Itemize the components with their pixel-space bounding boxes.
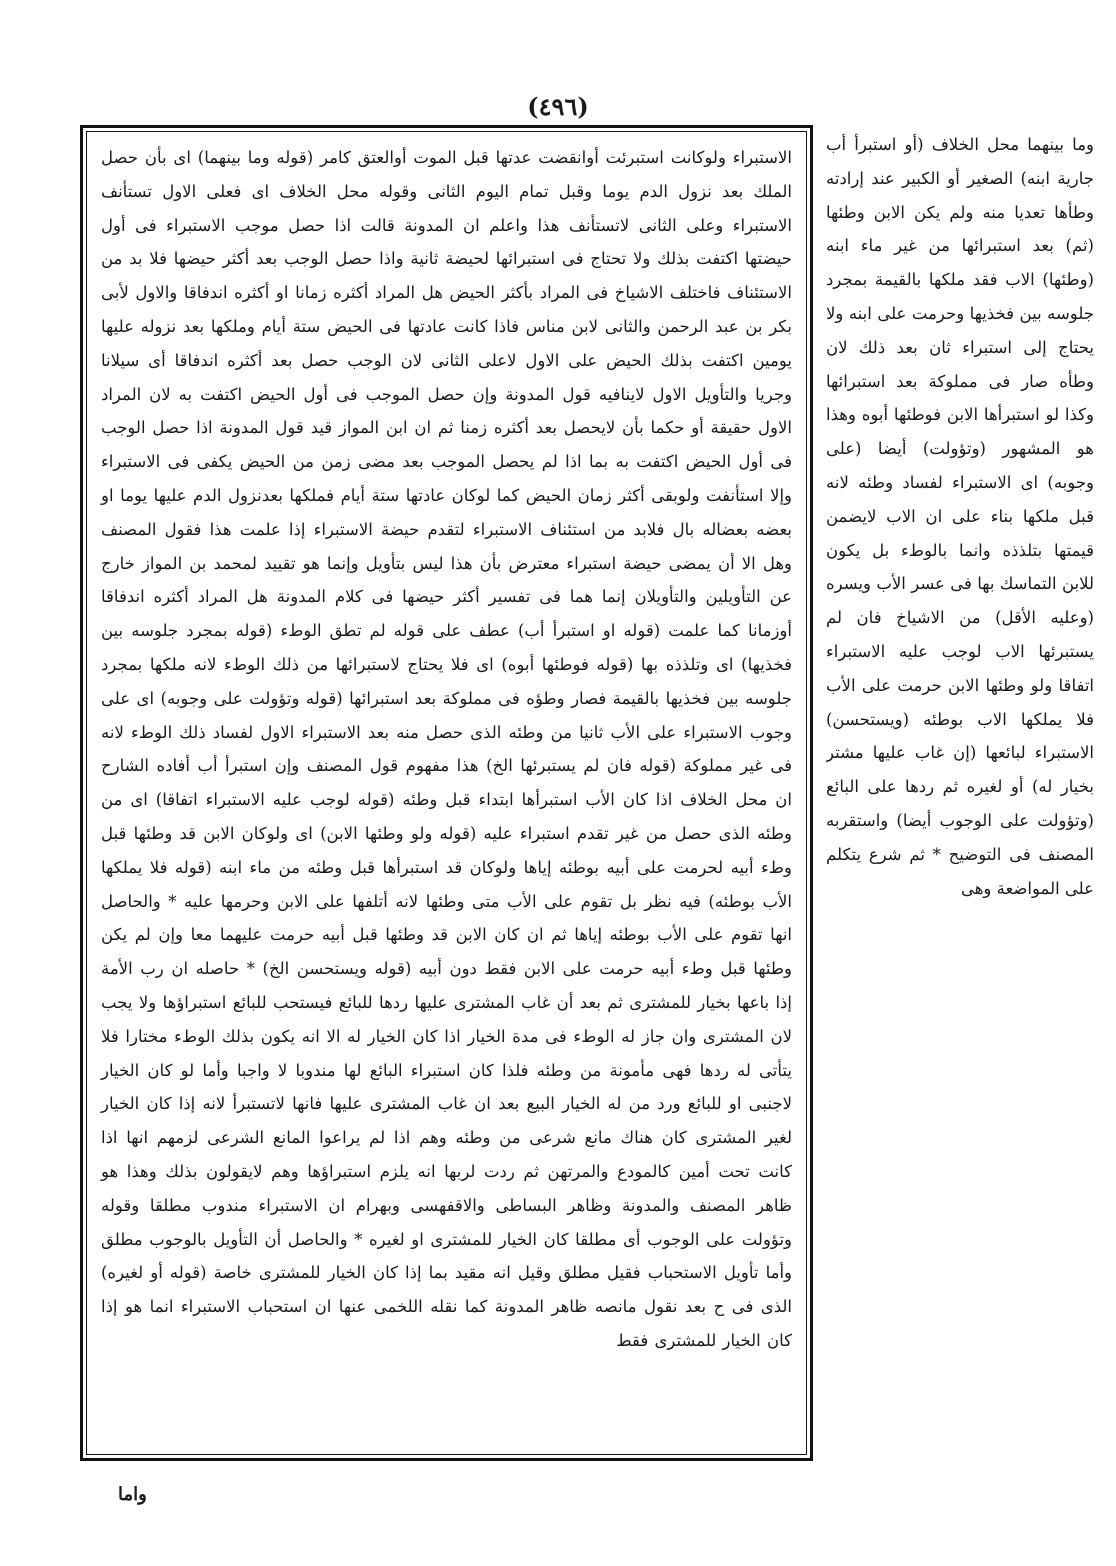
margin-commentary-text: وما بينهما محل الخلاف (أو استبرأ أب جارية ابنه) الصغير أو الكبير عند إرادته وطأها تعديا منه ولم يكن الابن وطئها (ثم) بعد استبرائها من غير ماء ابنه (وطئها) الاب فقد ملكها بالقيمة بمجرد جلوسه بين فخذيها وحرمت على ابنه ولا يحتاج إلى استبراء ثان بعد ذلك لان وطأه صار فى مملوكة بعد استبرائها وكذا لو استبرأها الابن فوطئها أبوه وهذا هو المشهور (وتؤولت) أيضا (على وجوبه) اى الاستبراء لفساد وطئه لانه قبل ملكها بناء على ان الاب لايضمن قيمتها بتلذذه وانما بالوطء بل يكون للابن التماسك بها فى عسر الأب ويسره (وعليه الأقل) من الاشياخ فان لم يستبرئها الاب لوجب عليه الاستبراء اتفاقا ولو وطئها الابن حرمت على الأب فلا يملكها الاب بوطئه (ويستحسن) الاستبراء لبائعها (إن غاب عليها مشتر بخيار له) أو لغيره ثم ردها على البائع (وتؤولت على الوجوب أيضا) واستقربه المصنف فى التوضيح * ثم شرع يتكلم على المواضعة وهى <box>826 135 1094 898</box>
main-text-inner-frame <box>86 131 807 1455</box>
margin-column <box>826 128 1094 1464</box>
catchword: واما <box>118 1484 147 1505</box>
main-commentary-text: الاستبراء ولوكانت استبرئت أوانقضت عدتها قبل الموت أوالعتق كامر (قوله وما بينهما) اى بأن حصل الملك بعد نزول الدم يوما وقبل تمام اليوم الثانى وقوله محل الخلاف اى فعلى الاول تستأنف الاستبراء وعلى الثانى لاتستأنف هذا واعلم ان المدونة قالت اذا حصل موجب الاستبراء فى أول حيضتها اكتفت بذلك ولا تحتاج فى استبرائها لحيضة ثانية واذا حصل الوجب بعد أكثر حيضها فلا بد من الاستئناف فاختلف الاشياخ فى المراد بأكثر الحيض هل المراد أكثره زمانا او أكثره اندفاقا والاول لأبى بكر بن عبد الرحمن والثانى لابن مناس فاذا كانت عادتها فى الحيض ستة أيام وملكها بعد نزوله عليها يومين اكتفت بذلك الحيض على الاول لاعلى الثانى لان الوجب حصل بعد أكثره اندفاقا أى سيلانا وجريا والتأويل الاول لاينافيه قول المدونة وإن حصل الموجب فى أول الحيض اكتفت به لان المراد الاول حقيقة أو حكما بأن لايحصل بعد أكثره زمنا ثم ان ابن المواز قيد قول المدونة اذا حصل الوجب فى أول الحيض اكتفت به بما اذا لم يحصل الموجب بعد مضى زمن من الحيض يكفى فى الاستبراء وإلا استأنفت ولوبقى أكثر زمان الحيض كما لوكان عادتها ستة أيام فملكها بعدنزول الدم عليها يوما او بعضه بعضاله بال فلابد من استئناف الاستبراء لتقدم حيضة الاستبراء إذا علمت هذا فقول المصنف وهل الا أن يمضى حيضة استبراء معترض بأن هذا ليس بتأويل وإنما هو تقييد لمحمد بن المواز خارج عن التأويلين والتأويلان إنما هما فى تفسير أكثر حيضها فى كلام المدونة هل المراد أكثره اندفاقا أوزمانا كما علمت (قوله او استبرأ أب) عطف على قوله لم تطق الوطء (قوله بمجرد جلوسه بين فخذيها) اى وتلذذه بها (قوله فوطئها أبوه) اى فلا يحتاج لاستبرائها من ذلك الوطء لانه ملكها بمجرد جلوسه بين فخذيها بالقيمة فصار وطؤه فى مملوكة بعد استبرائها (قوله وتؤولت على وجوبه) اى على وجوب الاستبراء على الأب ثانيا من وطئه الذى حصل منه بعد الاستبراء الاول لفساد ذلك الوطء لانه فى غير مملوكة (قوله فان لم يستبرئها الخ) هذا مفهوم قول المصنف وإن استبرأ أب أفاده الشارح ان محل الخلاف اذا كان الأب استبرأها ابتداء قبل وطئه (قوله لوجب عليه الاستبراء اتفاقا) اى من وطئه الذى حصل من غير تقدم استبراء عليه (قوله ولو وطئها الابن) اى ولوكان الابن قد وطئها قبل وطء أبيه لحرمت على أبيه بوطئه إياها ولوكان قد استبرأها قبل وطئه من ماء ابنه (قوله فلا يملكها الأب بوطئه) فيه نظر بل تقوم على الأب متى وطئها لانه أتلفها على الابن وحرمها عليه * والحاصل انها تقوم على الأب بوطئه إياها ثم ان كان الابن قد وطئها قبل أبيه حرمت عليهما معا وإن لم يكن وطئها قبل وطء أبيه حرمت على الابن فقط دون أبيه (قوله ويستحسن الخ) * حاصله ان رب الأمة إذا باعها بخيار للمشترى ثم بعد أن غاب المشترى عليها ردها للبائع فيستحب للبائع استبراؤها ولا يجب لان المشترى وان جاز له الوطء فى مدة الخيار اذا كان الخيار له الا انه يكون بذلك الوطء مختارا فلا يتأتى له ردها فهى مأمونة من وطئه فلذا كان استبراء البائع لها مندوبا لا واجبا وأما لو كان الخيار لاجنبى او للبائع ورد من له الخيار البيع بعد ان غاب المشترى عليها فانها لاتستبرأ لانه إذا كان الخيار لغير المشترى كان هناك مانع شرعى من وطئه وهم اذا لم يراعوا المانع الشرعى لزمهم انها اذا كانت تحت أمين كالمودع والمرتهن ثم ردت لربها انه يلزم استبراؤها وهم لايقولون بذلك وهذا هو ظاهر المصنف والمدونة وظاهر البساطى والاقفهسى وبهرام ان الاستبراء مندوب مطلقا وقوله وتؤولت على الوجوب أى مطلقا كان الخيار للمشترى او لغيره * والحاصل أن التأويل بالوجوب مطلق وأما تأويل الاستحباب فقيل مطلق وقيل انه مقيد بما إذا كان الخيار للمشترى خاصة (قوله أو لغيره) الذى فى ح بعد نقول مانصه ظاهر المدونة كما نقله اللخمى عنها ان استحباب الاستبراء انما هو إذا كان الخيار للمشترى فقط <box>101 148 792 1350</box>
page-number: (٤٩٦) <box>527 92 589 121</box>
main-text-frame <box>80 125 813 1461</box>
